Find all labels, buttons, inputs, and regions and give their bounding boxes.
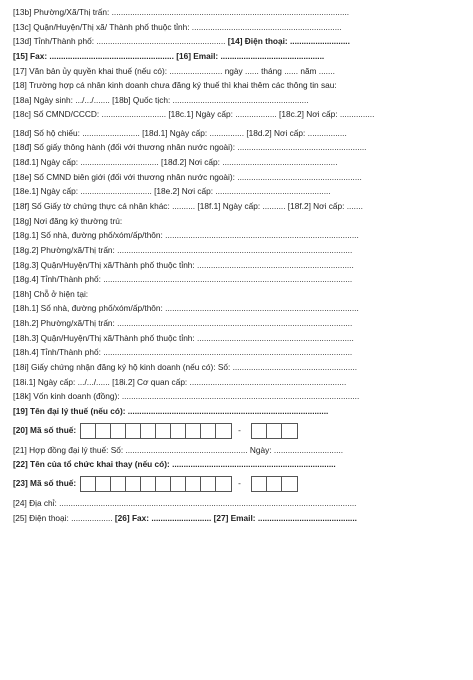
field-13c-district: [13c] Quận/Huyện/Thị xã/ Thành phố thuộc tỉnh: ................................................................. bbox=[13, 21, 342, 32]
field-18a-18b-birth-nationality: [18a] Ngày sinh: .../.../....... [18b] Quốc tịch: ........................................................... bbox=[13, 94, 309, 105]
field-23-tax-code-row bbox=[13, 474, 463, 494]
field-18e1-issue: [18e.1] Ngày cấp: ............................... [18e.2] Nơi cấp: .................................................. bbox=[13, 186, 331, 197]
field-25-phone: [25] Điện thoại: .................. bbox=[13, 512, 113, 523]
field-18-heading: [18] Trường hợp cá nhân kinh doanh chưa đăng ký thuế thì khai thêm các thông tin sau: bbox=[13, 80, 337, 91]
field-15-fax: [15] Fax: ...................................................... bbox=[13, 50, 174, 61]
field-14-phone: [14] Điện thoại: .......................... bbox=[225, 36, 350, 47]
field-13d-14-province-phone bbox=[13, 36, 463, 47]
field-18i1-issue: [18i.1] Ngày cấp: .../.../...... [18i.2] Cơ quan cấp: .................................................................... bbox=[13, 376, 347, 387]
field-17-authorization: [17] Văn bản ủy quyền khai thuế (nếu có): ....................... ngày ...... tháng ...... năm ....... bbox=[13, 65, 335, 76]
field-22-declaring-org: [22] Tên của tổ chức khai thay (nếu có): ....................................................................... bbox=[13, 459, 336, 470]
field-21-agency-contract: [21] Hợp đồng đại lý thuế: Số: ..................................................... Ngày: .............................. bbox=[13, 444, 344, 455]
field-18g-permanent-residence: [18g] Nơi đăng ký thường trú: bbox=[13, 215, 123, 226]
field-13b-ward: [13b] Phường/Xã/Thị trấn: ....................................................................................................... bbox=[13, 7, 350, 17]
field-18h1-street: [18h.1] Số nhà, đường phố/xóm/ấp/thôn: .................................................................................... bbox=[13, 303, 359, 314]
field-16-email: [16] Email: ............................................. bbox=[173, 50, 325, 61]
field-18h2-ward: [18h.2] Phường/xã/Thị trấn: ...................................................................................................... bbox=[13, 318, 353, 329]
field-15-16-fax-email bbox=[13, 51, 463, 62]
tax-code-20-main-boxes[interactable] bbox=[80, 423, 232, 439]
field-13d-province: [13d] Tỉnh/Thành phố: ........................................................ bbox=[13, 36, 226, 47]
tax-code-23-separator: - bbox=[238, 478, 241, 489]
field-18i-business-registration: [18i] Giấy chứng nhận đăng ký hộ kinh doanh (nếu có): Số: ...................................................... bbox=[13, 362, 358, 373]
field-18d1-issue: [18đ.1] Ngày cấp: .................................. [18đ.2] Nơi cấp: .................................................. bbox=[13, 157, 338, 168]
field-25-27-contacts bbox=[13, 513, 463, 524]
field-18d-travel-pass: [18đ] Số giấy thông hành (đối với thương nhân nước ngoài): ........................................................ bbox=[13, 142, 367, 153]
field-18g4-province: [18g.4] Tỉnh/Thành phố: ............................................................................................................ bbox=[13, 274, 353, 285]
tax-code-20-branch-boxes[interactable] bbox=[251, 423, 298, 439]
field-18k-capital: [18k] Vốn kinh doanh (đồng): ....................................................................................................... bbox=[13, 391, 360, 402]
field-18d-passport: [18d] Số hộ chiếu: ......................... [18d.1] Ngày cấp: ............... [18d.2] Nơi cấp: ................. bbox=[13, 127, 347, 138]
field-18h3-district: [18h.3] Quận/Huyện/Thị xã/Thành phố thuộc tỉnh: .................................................................... bbox=[13, 332, 354, 343]
field-18g3-district: [18g.3] Quận/Huyện/Thị xã/Thành phố thuộc tỉnh: .................................................................... bbox=[13, 259, 354, 270]
field-18h4-province: [18h.4] Tỉnh/Thành phố: ............................................................................................................ bbox=[13, 347, 353, 358]
field-18c-id-card: [18c] Số CMND/CCCD: ............................ [18c.1] Ngày cấp: .................. [18c.2] Nơi cấp: ............... bbox=[13, 109, 375, 120]
field-27-email: [27] Email: ........................................... bbox=[211, 512, 357, 523]
field-23-label: [23] Mã số thuế: bbox=[13, 478, 77, 489]
field-26-fax: [26] Fax: .......................... bbox=[112, 512, 212, 523]
field-19-tax-agent-name: [19] Tên đại lý thuế (nếu có): ....................................................................................... bbox=[13, 405, 329, 416]
field-20-tax-code-row bbox=[13, 421, 463, 441]
field-18f-other-id: [18f] Số Giấy tờ chứng thực cá nhân khác: .......... [18f.1] Ngày cấp: .......... [18f.2] Nơi cấp: ....... bbox=[13, 200, 363, 211]
field-20-label: [20] Mã số thuế: bbox=[13, 425, 77, 436]
tax-code-23-branch-boxes[interactable] bbox=[251, 476, 298, 492]
field-24-address: [24] Địa chỉ: ................................................................................................................................. bbox=[13, 497, 357, 508]
field-18e-border-id: [18e] Số CMND biên giới (đối với thương nhân nước ngoài): ...................................................... bbox=[13, 171, 362, 182]
field-18g2-ward: [18g.2] Phường/xã/Thị trấn: ...................................................................................................... bbox=[13, 244, 353, 255]
field-18g1-street: [18g.1] Số nhà, đường phố/xóm/ấp/thôn: .................................................................................... bbox=[13, 230, 359, 241]
field-18h-current-residence: [18h] Chỗ ở hiện tại: bbox=[13, 288, 89, 299]
tax-code-20-separator: - bbox=[238, 425, 241, 436]
tax-code-23-main-boxes[interactable] bbox=[80, 476, 232, 492]
